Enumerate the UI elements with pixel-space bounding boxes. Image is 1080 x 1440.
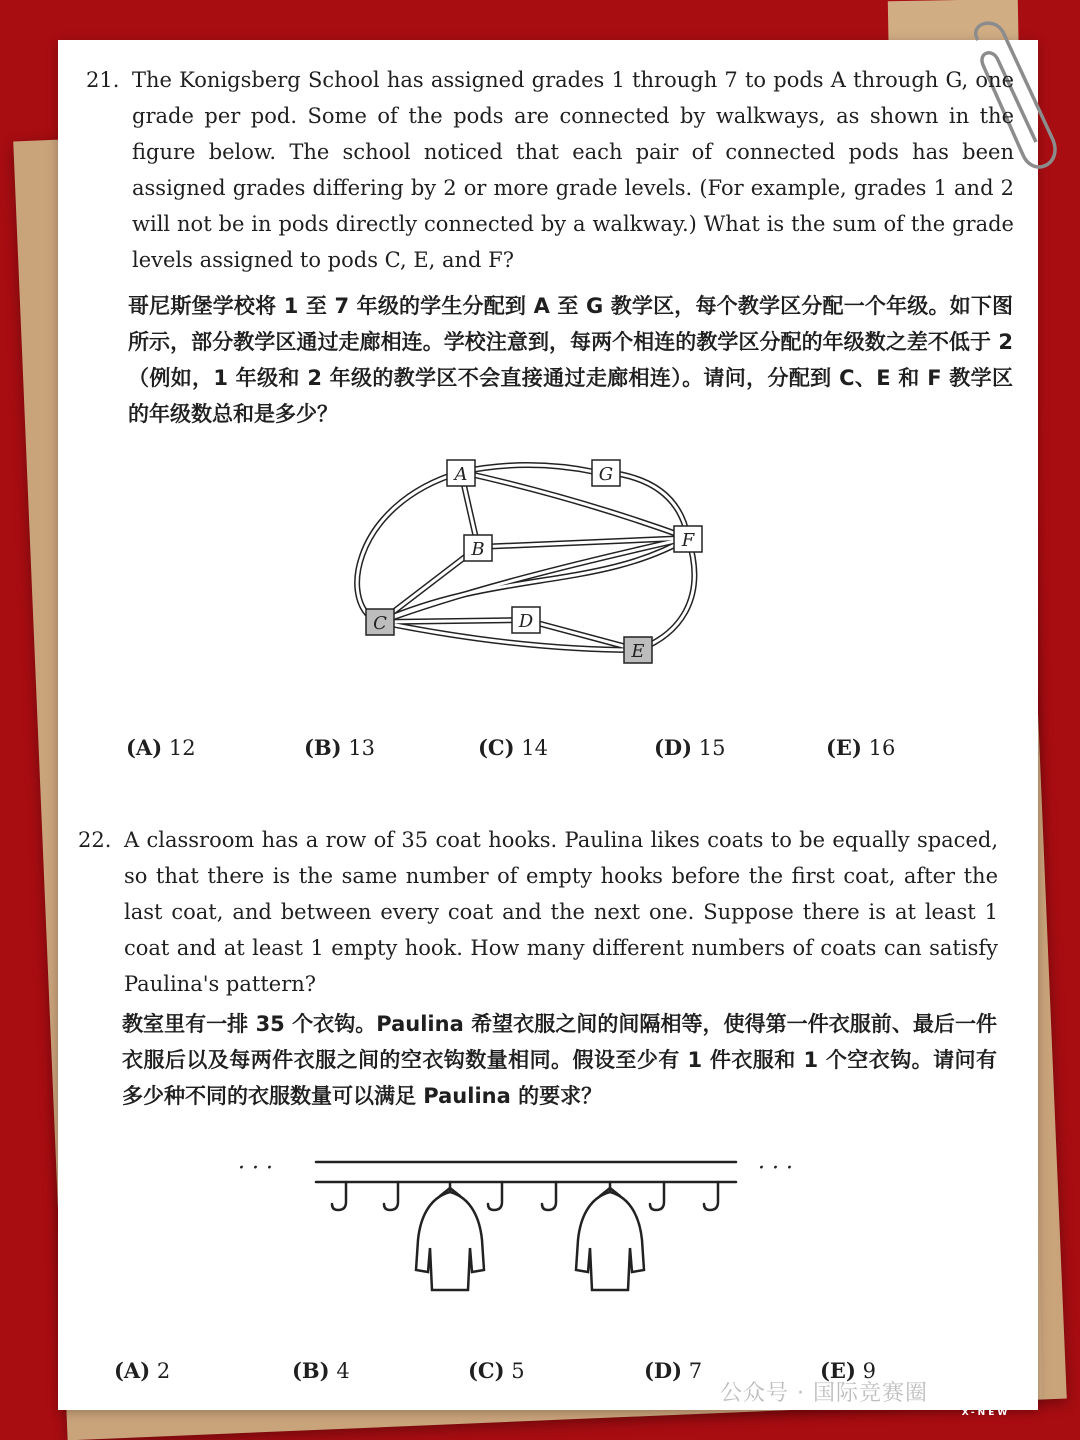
coat-icon [416, 1192, 484, 1290]
ellipsis-left: · · · [238, 1156, 273, 1181]
ellipsis-right: · · · [758, 1156, 793, 1181]
answer-option[interactable]: (A) 2 [114, 1358, 171, 1383]
hook-icon [332, 1182, 346, 1210]
pods-walkway-graph [348, 450, 728, 680]
answer-option[interactable]: (D) 7 [644, 1358, 703, 1383]
hook-icon [384, 1182, 398, 1210]
question-number: 21. [86, 68, 120, 92]
exam-sheet [58, 40, 1038, 1410]
answer-option[interactable]: (B) 13 [304, 735, 376, 760]
pod-label-f: F [681, 530, 695, 551]
answer-option[interactable]: (E) 16 [826, 735, 896, 760]
pod-label-e: E [631, 641, 645, 662]
coat-icon [576, 1192, 644, 1290]
answer-option[interactable]: (C) 5 [468, 1358, 525, 1383]
answer-option[interactable]: (C) 14 [478, 735, 549, 760]
hook-icon [542, 1182, 556, 1210]
pod-label-b: B [471, 539, 485, 560]
brand-logo: 犀牛教育 X-NEW [958, 1391, 1014, 1418]
hook-icon [650, 1182, 664, 1210]
answer-option[interactable]: (A) 12 [126, 735, 196, 760]
question-text: The Konigsberg School has assigned grades 1 through 7 to pods A through G, one grade per pod. Some of the pods are connected by walkways, as shown in the figure below. The school noticed that each pair of connected pods has been assigned grades differing by 2 or more grade levels. (For example, grades 1 and 2 will not be in pods directly connected by a walkway.) What is the sum of the grade levels assigned to pods C, E, and F? [132, 68, 1014, 272]
question-number: 22. [78, 828, 112, 852]
pod-label-d: D [518, 611, 534, 632]
pod-label-a: A [454, 464, 468, 485]
answer-option[interactable]: (B) 4 [292, 1358, 350, 1383]
coat-hooks-figure [228, 1140, 848, 1300]
question-text: A classroom has a row of 35 coat hooks. Paulina likes coats to be equally spaced, so that there is the same number of empty hooks before the first coat, after the last coat, and between every coat and the next one. Suppose there is at least 1 coat and at least 1 empty hook. How many different numbers of coats can satisfy Paulina's pattern? [124, 828, 998, 996]
answer-option[interactable]: (D) 15 [654, 735, 726, 760]
hook-icon [488, 1182, 502, 1210]
pod-label-c: C [373, 613, 387, 634]
pod-label-g: G [598, 464, 614, 485]
question-22-zh: 教室里有一排 35 个衣钩。Paulina 希望衣服之间的间隔相等，使得第一件衣服前、最后一件衣服后以及每两件衣服之间的空衣钩数量相同。假设至少有 1 件衣服和 1 个空衣钩。请问有多少种不同的衣服数量可以满足 Paulina 的要求？ [122, 1012, 997, 1108]
hook-icon [704, 1182, 718, 1210]
answer-option[interactable]: (E) 9 [820, 1358, 876, 1383]
watermark-text: 公众号 · 国际竞赛圈 [720, 1381, 928, 1406]
question-21-zh: 哥尼斯堡学校将 1 至 7 年级的学生分配到 A 至 G 教学区，每个教学区分配一个年级。如下图所示，部分教学区通过走廊相连。学校注意到，每两个相连的教学区分配的年级数之差不低于 2（例如，1 年级和 2 年级的教学区不会直接通过走廊相连）。请问，分配到 C、E 和 F 教学区的年级数总和是多少？ [128, 294, 1013, 426]
question-21-options [126, 735, 1026, 765]
